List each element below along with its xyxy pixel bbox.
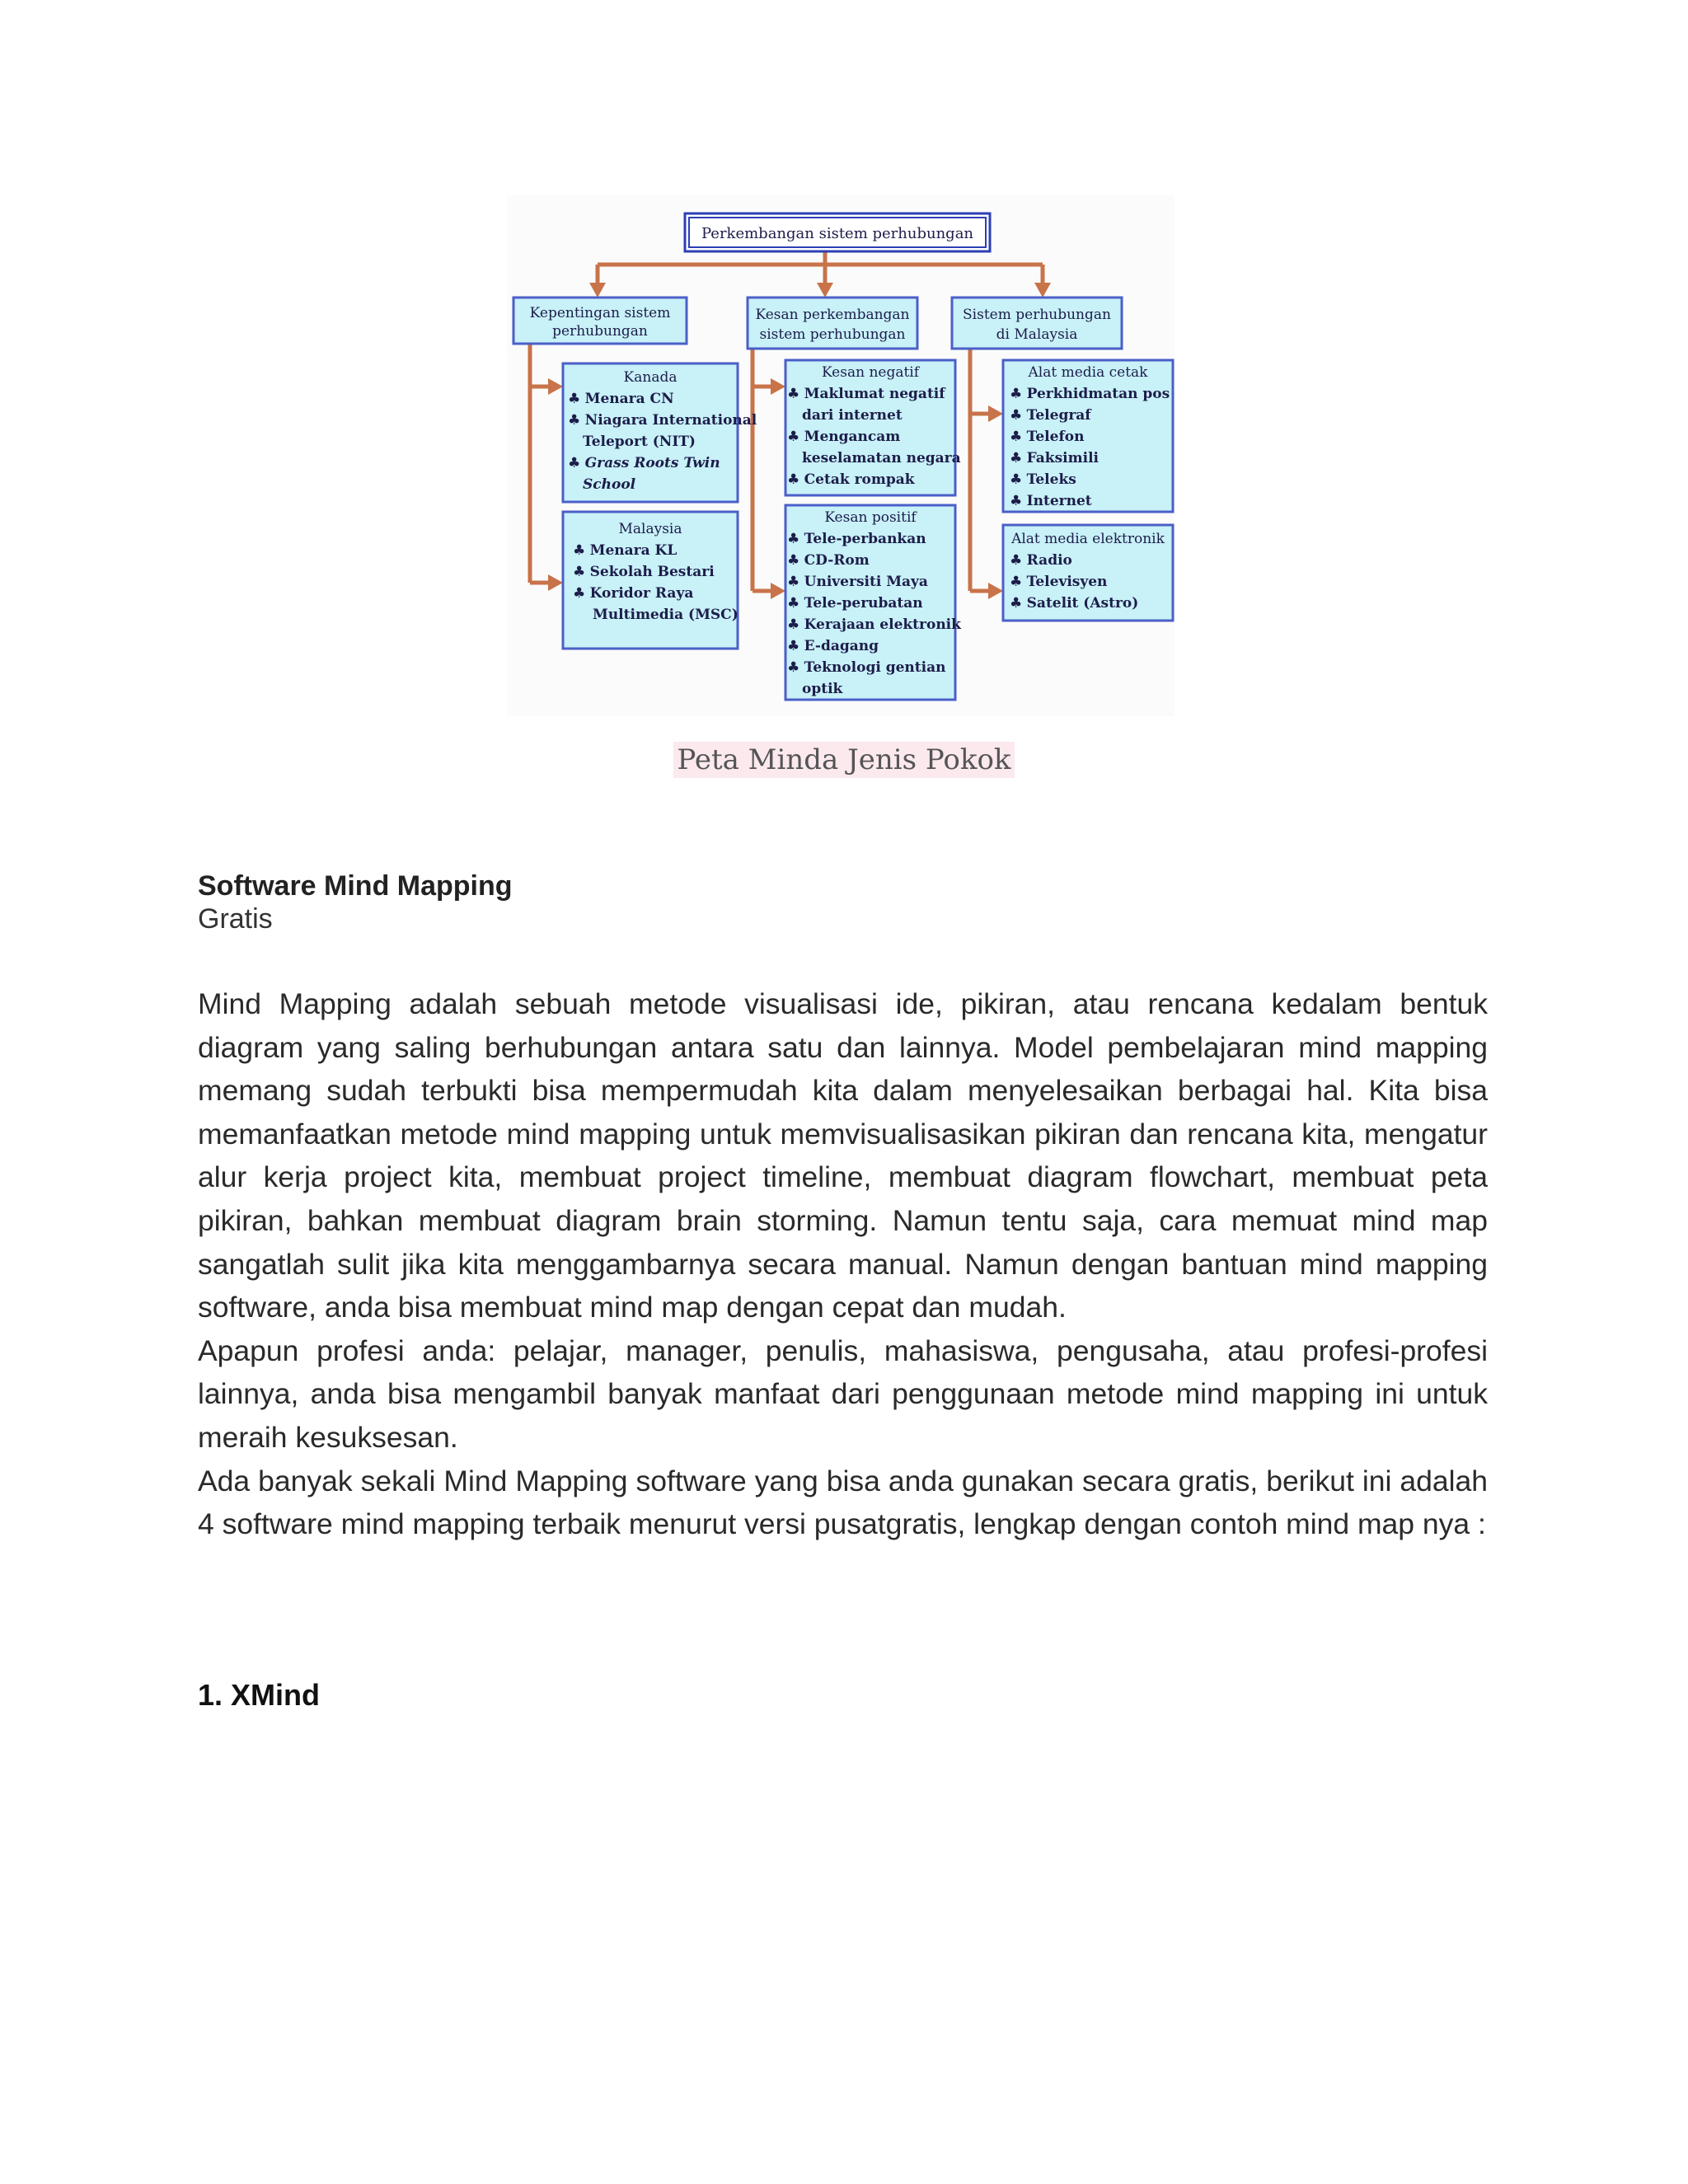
- bullet-icon: ♣: [573, 542, 586, 559]
- section-title: Software Mind Mapping: [198, 870, 513, 902]
- svg-text:♣ Tele-perbankan: [787, 531, 926, 547]
- svg-text:♣ E-dagang: [787, 638, 879, 654]
- list-item: Radio: [1026, 552, 1072, 569]
- list-item: Multimedia (MSC): [593, 607, 738, 623]
- svg-text:♣ Telegraf: [1010, 407, 1092, 424]
- list-item: E-dagang: [804, 638, 879, 654]
- list-item: Sekolah Bestari: [589, 564, 715, 580]
- group-media-elektronik: [1003, 525, 1173, 621]
- bullet-icon: ♣: [1010, 407, 1023, 424]
- group-title: Malaysia: [618, 521, 682, 537]
- list-item: Niagara International: [584, 412, 757, 429]
- bullet-icon: ♣: [1010, 552, 1023, 569]
- svg-text:♣ Telefon: [1010, 429, 1084, 445]
- list-item: dari internet: [802, 407, 903, 424]
- list-item: Internet: [1026, 493, 1092, 509]
- svg-text:♣ Mengancam: [787, 429, 900, 445]
- list-item: Satelit (Astro): [1026, 595, 1139, 612]
- list-item: Maklumat negatif: [804, 386, 945, 402]
- list-item: Cetak rompak: [804, 471, 915, 488]
- svg-text:♣ Sekolah Bestari: [573, 564, 715, 580]
- bullet-icon: ♣: [787, 659, 800, 676]
- svg-text:♣ Faksimili: [1010, 450, 1100, 466]
- list-item: Teleks: [1026, 471, 1076, 488]
- svg-text:♣ Cetak rompak: [787, 471, 916, 488]
- bullet-icon: ♣: [787, 638, 800, 654]
- list-item: Telefon: [1026, 429, 1085, 445]
- list-item: CD-Rom: [804, 552, 870, 569]
- diagram-root-node: [685, 213, 990, 251]
- bullet-icon: ♣: [787, 616, 800, 633]
- bullet-icon: ♣: [1010, 386, 1023, 402]
- svg-text:♣ Perkhidmatan pos: [1010, 386, 1170, 402]
- svg-text:♣ Maklumat negatif: [787, 386, 946, 402]
- group-kesan-negatif: [785, 360, 961, 495]
- svg-text:♣ Tele-perubatan: [787, 595, 923, 612]
- section-subtitle: Gratis: [198, 903, 273, 935]
- list-item: keselamatan negara: [802, 450, 961, 466]
- bullet-icon: ♣: [568, 391, 581, 407]
- svg-text:♣ Satelit (Astro): [1010, 595, 1138, 612]
- list-item: optik: [802, 681, 843, 697]
- list-item: Perkhidmatan pos: [1026, 386, 1170, 402]
- list-item: Tele-perubatan: [804, 595, 923, 612]
- bullet-icon: ♣: [1010, 450, 1023, 466]
- caption-text: Peta Minda Jenis Pokok: [673, 742, 1014, 778]
- list-item: School: [583, 476, 636, 493]
- bullet-icon: ♣: [1010, 471, 1023, 488]
- bullet-icon: ♣: [787, 429, 800, 445]
- branch-2-header: [748, 298, 917, 349]
- list-item: Kerajaan elektronik: [804, 616, 961, 633]
- paragraph: Ada banyak sekali Mind Mapping software yang bisa anda gunakan secara gratis, berikut ini adalah 4 software mind mapping terbaik menurut versi pusatgratis, lengkap dengan contoh mind map nya :: [198, 1464, 1488, 1541]
- svg-text:♣ Radio: [1010, 552, 1072, 569]
- list-item: Teknologi gentian: [804, 659, 946, 676]
- list-item: Grass Roots Twin: [584, 455, 720, 471]
- group-title: Kesan negatif: [821, 364, 920, 381]
- list-item: Universiti Maya: [804, 574, 928, 590]
- bullet-icon: ♣: [1010, 595, 1023, 612]
- group-kesan-positif: [785, 505, 962, 700]
- svg-text:♣ Universiti Maya: [787, 574, 928, 590]
- svg-text:♣ CD-Rom: [787, 552, 870, 569]
- list-item: Faksimili: [1026, 450, 1099, 466]
- diagram-root-label: Perkembangan sistem perhubungan: [701, 225, 974, 242]
- branch-2-title-line-1: Kesan perkembangan: [755, 307, 910, 323]
- bullet-icon: ♣: [787, 531, 800, 547]
- group-malaysia: [563, 512, 738, 649]
- bullet-icon: ♣: [568, 455, 581, 471]
- svg-text:♣ Teleks: [1010, 471, 1076, 488]
- svg-text:♣ Teknologi gentian: [787, 659, 945, 676]
- branch-3-header: [952, 298, 1122, 349]
- svg-text:♣ Televisyen: [1010, 574, 1107, 590]
- svg-text:♣ Menara CN: [568, 391, 674, 407]
- svg-text:♣ Grass Roots Twin: [568, 455, 720, 471]
- svg-text:♣ Menara KL: [573, 542, 677, 559]
- group-media-cetak: [1003, 360, 1173, 512]
- list-item: Menara KL: [589, 542, 678, 559]
- svg-text:♣ Kerajaan elektronik: [787, 616, 962, 633]
- branch-1-title-line-2: perhubungan: [552, 323, 648, 340]
- group-title: Alat media cetak: [1028, 364, 1148, 381]
- article-body: [198, 982, 1488, 1546]
- svg-text:♣ Koridor Raya: [573, 585, 693, 602]
- paragraph: Mind Mapping adalah sebuah metode visualisasi ide, pikiran, atau rencana kedalam bentuk diagram yang saling berhubungan antara satu dan lainnya. Model pembelajaran mind mapping memang sudah terbukti bisa mempermudah kita dalam menyelesaikan berbagai hal. Kita bisa memanfaatkan metode mind mapping untuk memvisualisasikan pikiran dan rencana kita, mengatur alur kerja project kita, membuat project timeline, membuat diagram flowchart, membuat peta pikiran, bahkan membuat diagram brain storming. Namun tentu saja, cara memuat mind map sangatlah sulit jika kita menggambarnya secara manual. Namun dengan bantuan mind mapping software, anda bisa membuat mind map dengan cepat dan mudah.: [198, 987, 1488, 1324]
- list-item: Teleport (NIT): [583, 434, 696, 450]
- paragraph: Apapun profesi anda: pelajar, manager, penulis, mahasiswa, pengusaha, atau profesi-profesi lainnya, anda bisa mengambil banyak manfaat dari penggunaan metode mind mapping ini untuk meraih kesuksesan.: [198, 1333, 1488, 1454]
- list-item: Tele-perbankan: [804, 531, 926, 547]
- bullet-icon: ♣: [787, 471, 800, 488]
- list-item: Telegraf: [1026, 407, 1091, 424]
- heading-xmind: 1. XMind: [198, 1678, 321, 1712]
- bullet-icon: ♣: [1010, 429, 1023, 445]
- list-item: Menara CN: [584, 391, 674, 407]
- bullet-icon: ♣: [787, 574, 800, 590]
- bullet-icon: ♣: [1010, 493, 1023, 509]
- group-title: Kesan positif: [824, 509, 917, 526]
- mind-map-diagram: [507, 195, 1175, 716]
- branch-2-title-line-2: sistem perhubungan: [759, 326, 906, 343]
- svg-text:♣ Niagara International: [568, 412, 757, 429]
- bullet-icon: ♣: [573, 585, 586, 602]
- bullet-icon: ♣: [568, 412, 581, 429]
- svg-text:♣ Internet: [1010, 493, 1092, 509]
- branch-1-title-line-1: Kepentingan sistem: [529, 305, 671, 321]
- branch-3-title-line-2: di Malaysia: [996, 326, 1078, 343]
- branch-1-header: [513, 298, 687, 344]
- bullet-icon: ♣: [787, 552, 800, 569]
- group-title: Alat media elektronik: [1011, 531, 1165, 547]
- mind-map-svg: [507, 195, 1175, 716]
- list-item: Mengancam: [804, 429, 901, 445]
- group-kanada: [563, 363, 757, 502]
- bullet-icon: ♣: [787, 386, 800, 402]
- branch-3-title-line-1: Sistem perhubungan: [963, 307, 1111, 323]
- bullet-icon: ♣: [787, 595, 800, 612]
- bullet-icon: ♣: [1010, 574, 1023, 590]
- list-item: Koridor Raya: [589, 585, 694, 602]
- list-item: Televisyen: [1026, 574, 1108, 590]
- group-title: Kanada: [623, 369, 678, 386]
- diagram-caption: [0, 743, 1688, 776]
- bullet-icon: ♣: [573, 564, 586, 580]
